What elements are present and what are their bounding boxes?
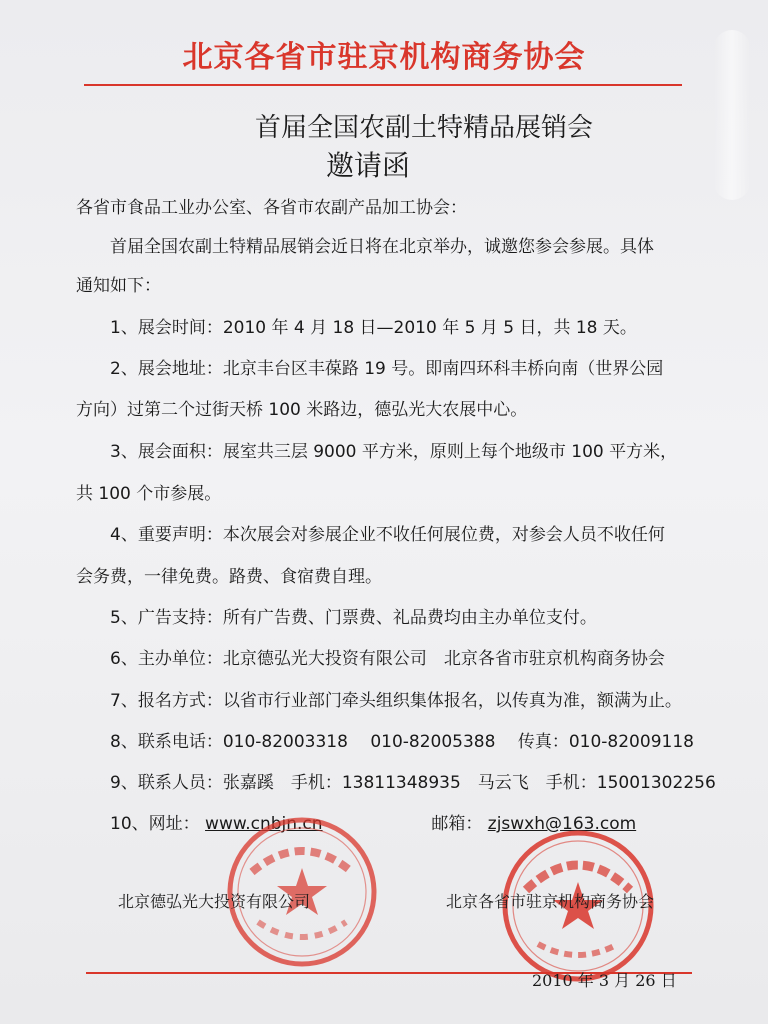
item-4-line-1: 4、重要声明：本次展会对参展企业不收任何展位费，对参会人员不收任何 [110,525,665,545]
document-title: 首届全国农副土特精品展销会 [254,113,593,143]
item-3-line-2: 共 100 个市参展。 [76,484,222,504]
item-6: 6、主办单位：北京德弘光大投资有限公司 北京各省市驻京机构商务协会 [110,649,665,669]
item-3-line-1: 3、展会面积：展室共三层 9000 平方米，原则上每个地级市 100 平方米， [110,442,678,462]
issue-date: 2010 年 3 月 26 日 [532,971,677,990]
intro-line-2: 通知如下： [76,276,161,296]
item-8: 8、联系电话：010-82003318 010-82005388 传真：010-82009118 [110,732,694,752]
item-2-line-2: 方向）过第二个过街天桥 100 米路边，德弘光大农展中心。 [76,400,528,420]
letterhead-rule [84,84,682,86]
website-label: 10、网址： [110,814,200,834]
item-9: 9、联系人员：张嘉蹊 手机：13811348935 马云飞 手机：15001302256 [110,773,716,793]
intro-line-1: 首届全国农副土特精品展销会近日将在北京举办，诚邀您参会参展。具体 [110,237,654,257]
salutation: 各省市食品工业办公室、各省市农副产品加工协会： [76,198,467,218]
item-1: 1、展会时间：2010 年 4 月 18 日—2010 年 5 月 5 日，共 18 天。 [110,318,637,338]
item-2-line-1: 2、展会地址：北京丰台区丰葆路 19 号。即南四环科丰桥向南（世界公园 [110,359,664,379]
signature-left: 北京德弘光大投资有限公司 [118,892,311,911]
signature-right: 北京各省市驻京机构商务协会 [446,892,655,911]
letterhead-title: 北京各省市驻京机构商务协会 [182,40,586,75]
email-label: 邮箱： [431,814,483,834]
item-4-line-2: 会务费，一律免费。路费、食宿费自理。 [76,567,382,587]
item-7: 7、报名方式：以省市行业部门牵头组织集体报名，以传真为准，额满为止。 [110,691,682,711]
email-link[interactable]: zjswxh@163.com [487,814,637,834]
item-5: 5、广告支持：所有广告费、门票费、礼品费均由主办单位支付。 [110,608,597,628]
website-link[interactable]: www.cnbjn.cn [205,814,323,834]
document-subtitle: 邀请函 [325,149,410,182]
